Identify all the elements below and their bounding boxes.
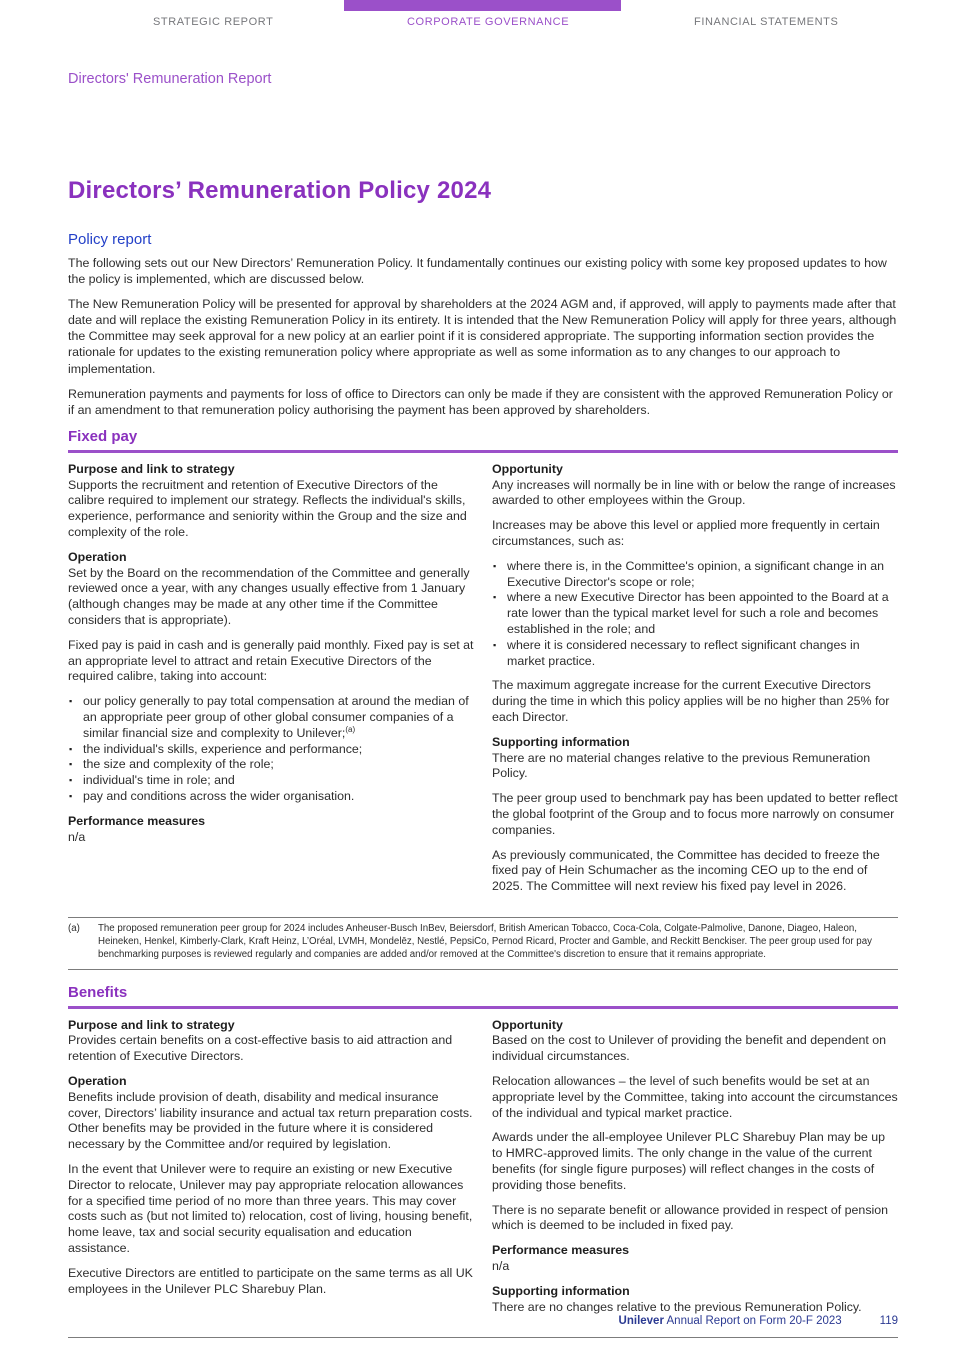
paragraph: Relocation allowances – the level of such benefits would be set at an appropriate level by the Committee, taking into account the circumstances of the individual and typical market practice.: [492, 1074, 898, 1120]
cell-heading: Supporting information: [492, 1283, 630, 1298]
cell-heading: Purpose and link to strategy: [68, 461, 235, 476]
page-footer: [68, 1315, 898, 1327]
paragraph: Remuneration payments and payments for loss of office to Directors can only be made if they are consistent with the approved Remuneration Policy or if an amendment to that remuneration policy authorising the payment has been approved by shareholders.: [68, 386, 893, 417]
paragraph: The peer group used to benchmark pay has been updated to better reflect the global footprint of the Group and to focus more narrowly on consumer companies.: [492, 791, 898, 837]
benefits-left-column: [68, 1018, 474, 1325]
footer-report-title: Annual Report on Form 20-F 2023: [663, 1315, 842, 1327]
paragraph: As previously communicated, the Committee has decided to freeze the fixed pay of Hein Schumacher as the incoming CEO up to the end of 2025. The Committee will next review his fixed pay level in 2026.: [492, 847, 880, 894]
paragraph: Benefits include provision of death, disability and medical insurance cover, Directors’ liability insurance and actual tax return preparation costs. Other benefits may be provided in the future where it is considered necessary by the Committee and/or required by legislation.: [68, 1089, 473, 1152]
policy-report-heading: Policy report: [68, 231, 152, 248]
main-content: [68, 231, 898, 1338]
cell-heading: Performance measures: [492, 1243, 630, 1258]
breadcrumb: Directors' Remuneration Report: [68, 71, 272, 87]
footnote-text: The proposed remuneration peer group for 2024 includes Anheuser-Busch InBev, Beiersdorf, British American Tobacco, Coca-Cola, Colgate-Palmolive, Danone, Diageo, Haleon, Heineken, Henkel, Kimberly-Clark, Kraft Heinz, L’Oréal, LVMH, Mondelēz, Nestlé, PepsiCo, Pernod Ricard, Procter and Gamble, and Reckitt Benckiser. The peer group used for pay benchmarking purposes is reviewed regularly and companies are added and/or removed at the Committee's discretion to ensure that it remains appropriate.: [98, 922, 872, 960]
page-title: Directors’ Remuneration Policy 2024: [68, 177, 492, 204]
footnote-ref: (a): [345, 724, 356, 734]
fixed-pay-right-column: [492, 462, 898, 904]
paragraph: The New Remuneration Policy will be presented for approval by shareholders at the 2024 AGM and, if approved, will apply to payments made after that date and will replace the existing Remuneration Policy in its entirety. It is intended that the New Remuneration Policy will apply for three years, although the Committee may seek approval for a new policy at an earlier point if it is considered appropriate. The supporting information section provides the rationale for updates to the existing remuneration policy where appropriate as well as some information as to any changes to our approach to implementation.: [68, 297, 897, 376]
paragraph: Fixed pay is paid in cash and is generally paid monthly. Fixed pay is set at an appropriate level to attract and retain Executive Directors of the required calibre, taking into account:: [68, 637, 474, 684]
paragraph: There are no material changes relative to the previous Remuneration Policy.: [492, 750, 871, 781]
cell-heading: Opportunity: [492, 1017, 563, 1032]
cell-heading: Supporting information: [492, 734, 630, 749]
bullet-item: ▪ the size and complexity of the role;: [68, 757, 474, 773]
footnote: [68, 918, 898, 970]
bullet-item: ▪ pay and conditions across the wider organisation.: [68, 789, 474, 805]
bullet-item: ▪ individual's time in role; and: [68, 773, 474, 789]
paragraph: There are no changes relative to the previous Remuneration Policy.: [492, 1299, 862, 1314]
bullet-item: ▪ where it is considered necessary to reflect significant changes in market practice.: [492, 638, 898, 670]
cell-heading: Performance measures: [68, 813, 206, 828]
footer-brand: Unilever: [618, 1315, 664, 1327]
paragraph: Based on the cost to Unilever of providing the benefit and dependent on individual circumstances.: [492, 1033, 887, 1064]
fixed-pay-left-column: [68, 462, 474, 904]
cell-heading: Operation: [68, 1074, 127, 1089]
paragraph: The maximum aggregate increase for the current Executive Directors during the time in which this policy applies will be no higher than 25% for each Director.: [492, 678, 890, 724]
paragraph: Awards under the all-employee Unilever PLC Sharebuy Plan may be up to HMRC-approved limits. The only change in the value of the current benefits (for single figure purposes) will reflect changes in the costs of providing those benefits.: [492, 1130, 886, 1192]
paragraph: Executive Directors are entitled to participate on the same terms as all UK employees in the Unilever PLC Sharebuy Plan.: [68, 1265, 473, 1296]
paragraph: Provides certain benefits on a cost-effective basis to aid attraction and retention of Executive Directors.: [68, 1033, 453, 1064]
footer-page-number: 119: [879, 1315, 898, 1327]
benefits-table: [68, 1009, 898, 1339]
bullet-item: ▪ where there is, in the Committee's opinion, a significant change in an Executive Director's scope or role;: [492, 559, 898, 591]
bullet-item: ▪ our policy generally to pay total compensation at around the median of an appropriate peer group of other global consumer companies of a similar financial size and complexity to Unilever;$^{(a)}$: [68, 694, 474, 741]
tab-corporate-governance[interactable]: CORPORATE GOVERNANCE: [407, 16, 570, 28]
active-tab-indicator-bar: [344, 0, 621, 11]
fixed-pay-table: [68, 453, 898, 918]
paragraph: Increases may be above this level or applied more frequently in certain circumstances, such as:: [492, 518, 880, 549]
intro-paragraphs: [68, 255, 898, 418]
footnote-label: (a): [68, 922, 80, 934]
benefits-section: [68, 984, 898, 1339]
tab-strategic-report[interactable]: STRATEGIC REPORT: [153, 16, 274, 28]
paragraph: n/a: [492, 1259, 510, 1274]
paragraph: In the event that Unilever were to require an existing or new Executive Director to relocate, Unilever may pay appropriate relocation allowances for a specified time period of no more than three years. This may cover costs such as (but not limited to) relocation, cost of living, housing benefit, home leave, tax and social security equalisation and education assistance.: [68, 1162, 473, 1256]
paragraph: n/a: [68, 829, 86, 844]
cell-heading: Purpose and link to strategy: [68, 1017, 235, 1032]
bullet-item: ▪ the individual's skills, experience and performance;: [68, 742, 474, 758]
bullet-list: [492, 559, 898, 670]
cell-heading: Opportunity: [492, 461, 563, 476]
tab-financial-statements[interactable]: FINANCIAL STATEMENTS: [694, 16, 839, 28]
bullet-item: ▪ where a new Executive Director has been appointed to the Board at a rate lower than the typical market level for such a role and becomes established in the role; and: [492, 590, 898, 637]
paragraph: Set by the Board on the recommendation of the Committee and generally reviewed once a year, with any changes usually effective from 1 January (although changes may be made at any other time if the Committee considers that is appropriate).: [68, 565, 470, 628]
fixed-pay-heading: Fixed pay: [68, 427, 138, 445]
bullet-list: [68, 694, 474, 805]
cell-heading: Operation: [68, 549, 127, 564]
paragraph: Supports the recruitment and retention of Executive Directors of the calibre required to implement our strategy. Reflects the individual's skills, experience, performance and seniority within the Group and the size and complexity of the role.: [68, 477, 467, 540]
fixed-pay-section: [68, 428, 898, 918]
paragraph: Any increases will normally be in line with or below the range of increases awarded to other employees within the Group.: [492, 477, 896, 508]
paragraph: There is no separate benefit or allowance provided in respect of pension which is deemed to be included in fixed pay.: [492, 1202, 889, 1233]
paragraph: The following sets out our New Directors’ Remuneration Policy. It fundamentally continues our existing policy with some key proposed updates to how the policy is implemented, which are discussed below.: [68, 256, 887, 287]
benefits-right-column: [492, 1018, 898, 1325]
benefits-heading: Benefits: [68, 983, 128, 1001]
